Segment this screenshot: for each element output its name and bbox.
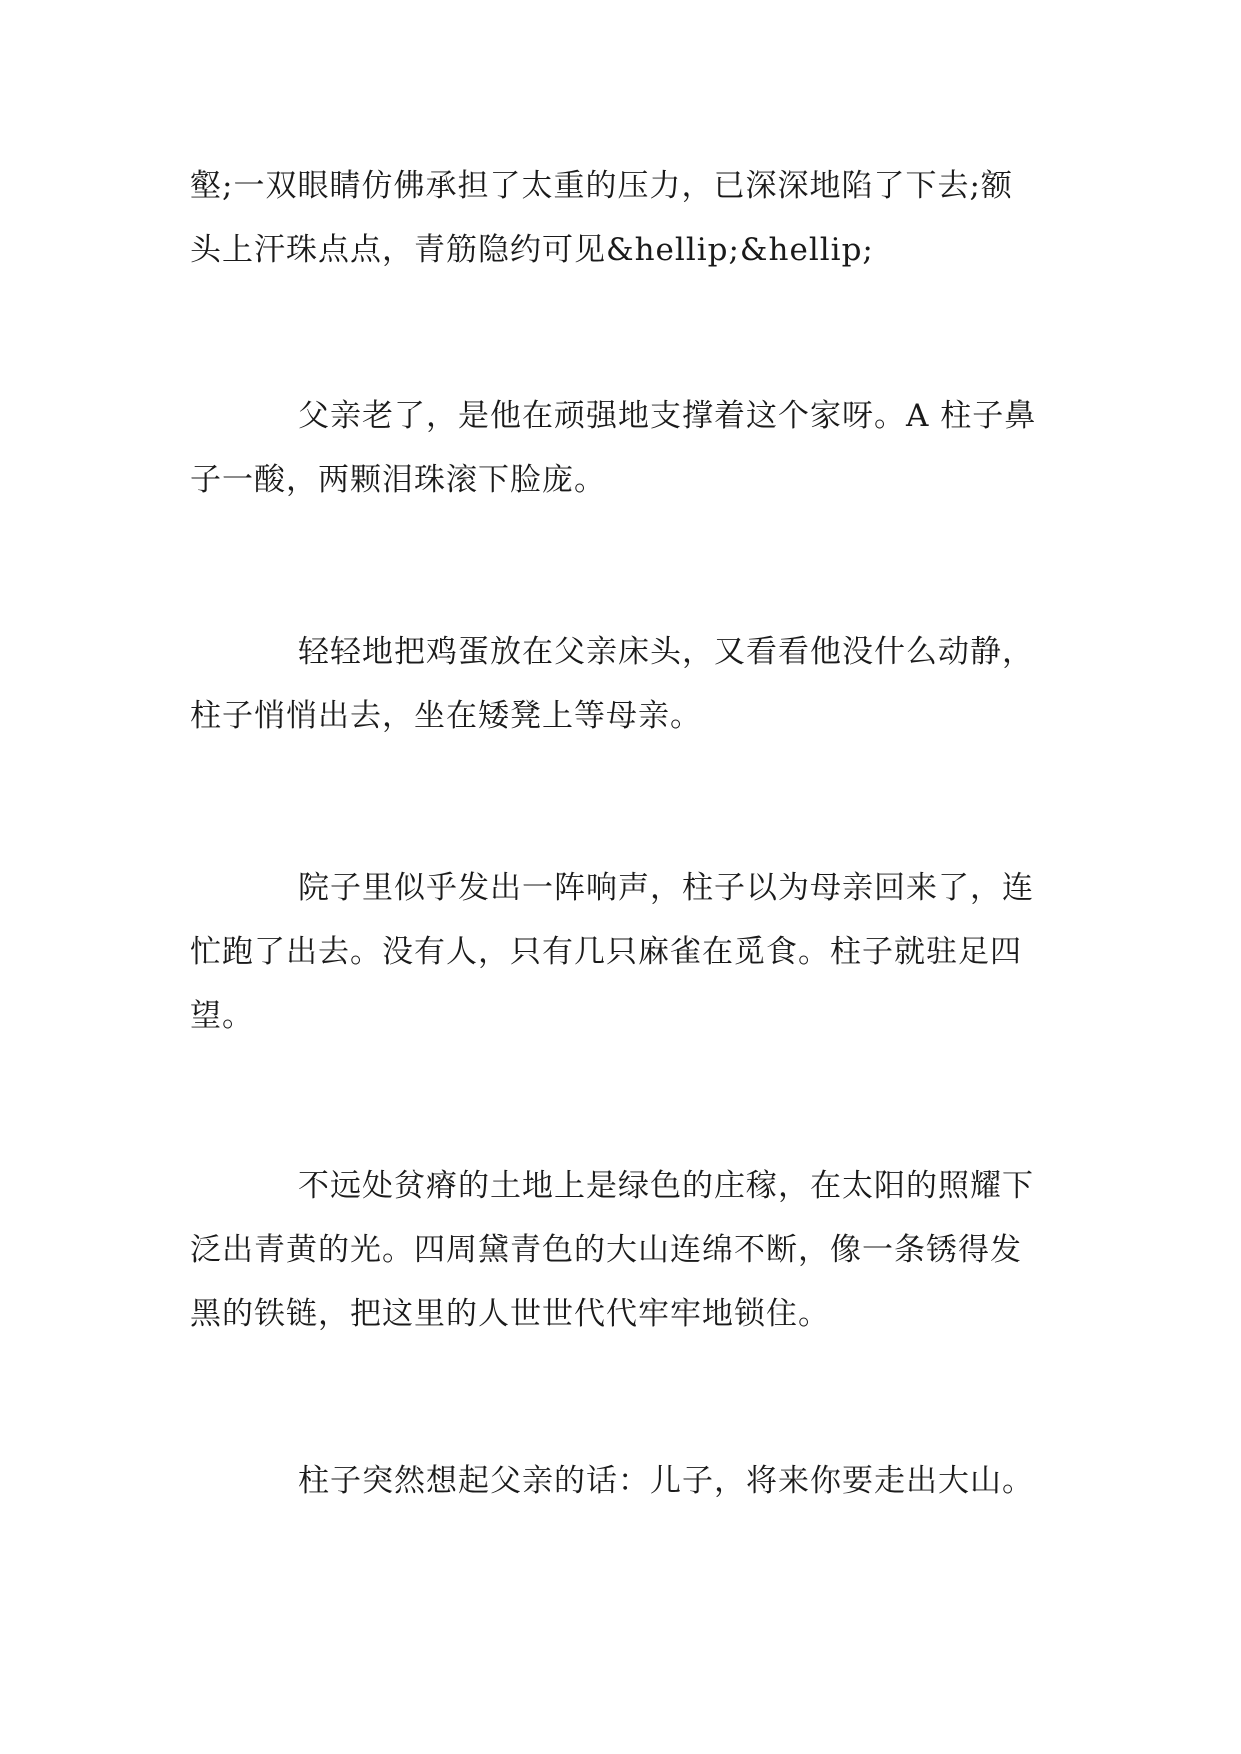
paragraph-2 — [190, 384, 1070, 512]
paragraph-1 — [190, 154, 1070, 282]
paragraph-line: 泛出青黄的光。四周黛青色的大山连绵不断，像一条锈得发 — [190, 1232, 1022, 1268]
paragraph-line: 忙跑了出去。没有人，只有几只麻雀在觅食。柱子就驻足四 — [190, 934, 1022, 970]
paragraph-line: 黑的铁链，把这里的人世世代代牢牢地锁住。 — [190, 1296, 830, 1332]
paragraph-line: 柱子突然想起父亲的话：儿子，将来你要走出大山。 — [298, 1463, 1034, 1499]
paragraph-line: 不远处贫瘠的土地上是绿色的庄稼，在太阳的照耀下 — [298, 1168, 1034, 1204]
paragraph-line: 子一酸，两颗泪珠滚下脸庞。 — [190, 462, 606, 498]
paragraph-line: 壑;一双眼睛仿佛承担了太重的压力，已深深地陷了下去;额 — [190, 168, 1013, 204]
paragraph-3 — [190, 620, 1070, 748]
paragraph-line: 父亲老了，是他在顽强地支撑着这个家呀。A 柱子鼻 — [298, 398, 1037, 434]
paragraph-4 — [190, 856, 1070, 1048]
paragraph-line: 院子里似乎发出一阵响声，柱子以为母亲回来了，连 — [298, 870, 1034, 906]
paragraph-line: 望。 — [190, 998, 254, 1034]
paragraph-6 — [190, 1449, 1070, 1513]
paragraph-5 — [190, 1154, 1070, 1346]
paragraph-line: 柱子悄悄出去，坐在矮凳上等母亲。 — [190, 698, 702, 734]
paragraph-line: 头上汗珠点点，青筋隐约可见&hellip;&hellip; — [190, 232, 874, 268]
paragraph-line: 轻轻地把鸡蛋放在父亲床头，又看看他没什么动静， — [298, 634, 1034, 670]
